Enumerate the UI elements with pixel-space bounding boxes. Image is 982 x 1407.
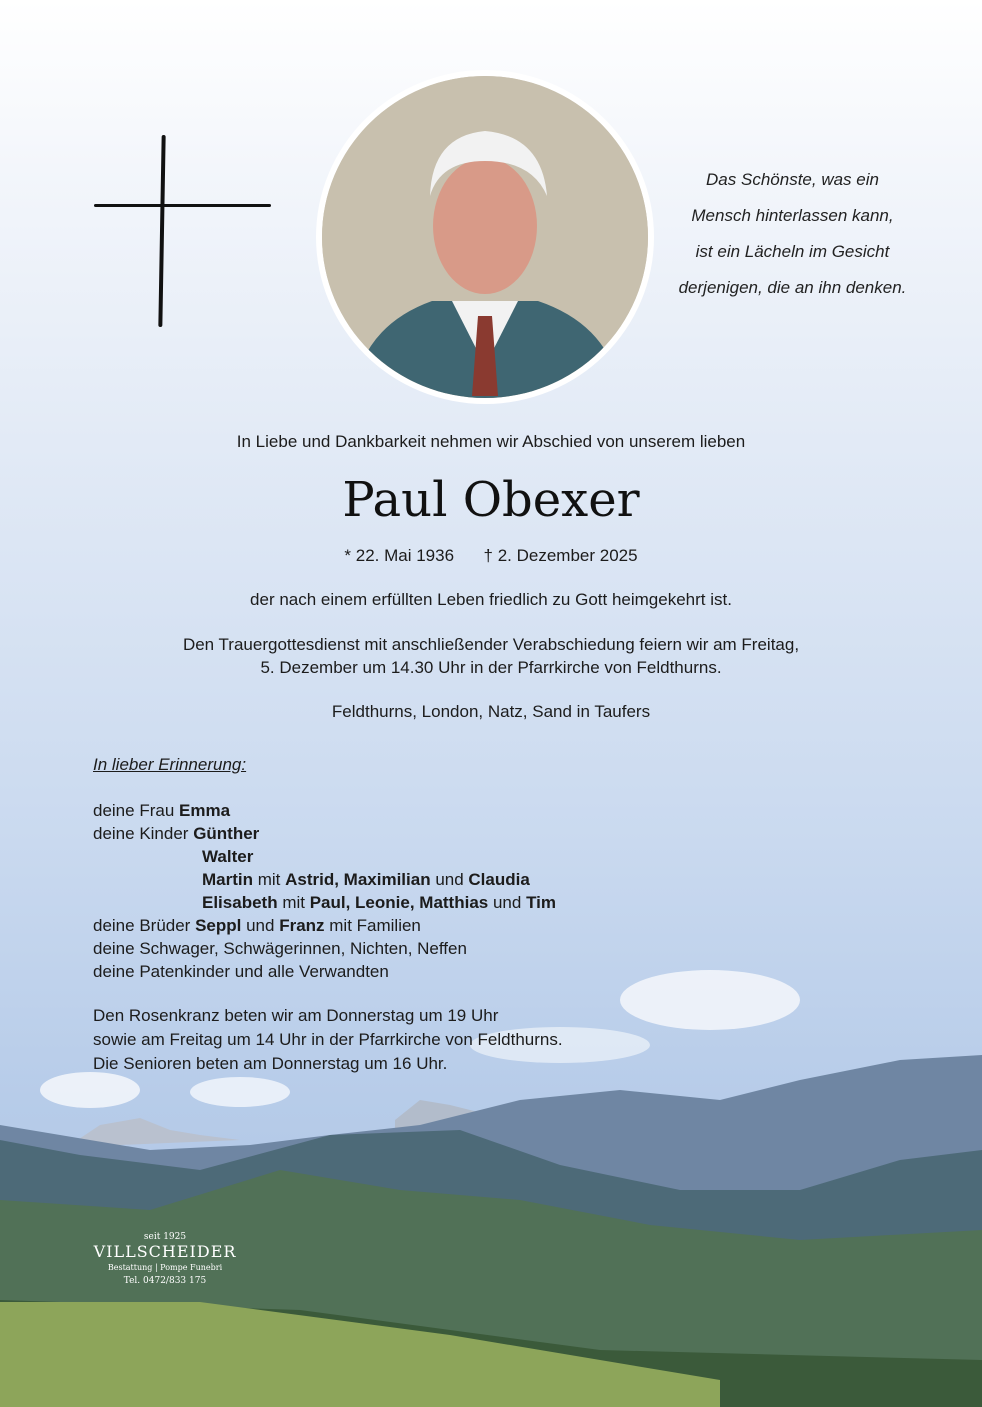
quote-line: Mensch hinterlassen kann,	[691, 206, 894, 225]
family-line	[93, 799, 556, 822]
family-member-name: Walter	[202, 847, 254, 866]
family-member-name: Paul, Leonie, Matthias	[309, 893, 489, 912]
logo-since: seit 1925	[143, 1232, 187, 1242]
family-member-name: Günther	[193, 824, 260, 843]
intro-text: In Liebe und Dankbarkeit nehmen wir Abschied von unserem lieben	[236, 432, 746, 451]
rosary-line: Den Rosenkranz beten wir am Donnerstag um 19 Uhr	[93, 1006, 499, 1025]
places: Feldthurns, London, Natz, Sand in Taufers	[331, 702, 651, 721]
family-member-name: Claudia	[468, 870, 530, 889]
portrait-photo	[316, 70, 654, 404]
quote-line: Das Schönste, was ein	[706, 170, 879, 189]
family-list	[93, 799, 556, 983]
memorial-quote	[660, 162, 925, 306]
family-text: und	[430, 870, 469, 889]
family-text: mit	[277, 893, 310, 912]
family-text: deine Frau	[93, 801, 179, 820]
family-member-name: Emma	[179, 801, 231, 820]
quote-line: derjenigen, die an ihn denken.	[678, 278, 907, 297]
memory-title: In lieber Erinnerung:	[93, 755, 247, 774]
family-text: mit	[253, 870, 286, 889]
rosary-line: sowie am Freitag um 14 Uhr in der Pfarrkirche von Feldthurns.	[93, 1030, 563, 1049]
cross-icon-bar	[94, 204, 271, 207]
passing-text: der nach einem erfüllten Leben friedlich zu Gott heimgekehrt ist.	[250, 590, 732, 609]
logo-name: VILLSCHEIDER	[93, 1242, 237, 1261]
cross-icon	[158, 135, 165, 327]
logo-subtitle: Bestattung | Pompe Funebri	[107, 1263, 223, 1272]
service-line: 5. Dezember um 14.30 Uhr in der Pfarrkirche von Feldthurns.	[260, 658, 722, 677]
quote-line: ist ein Lächeln im Gesicht	[695, 242, 890, 261]
family-line	[93, 937, 556, 960]
family-line	[93, 960, 556, 983]
family-text: deine Patenkinder und alle Verwandten	[93, 962, 389, 981]
life-dates	[0, 546, 982, 566]
family-member-name: Tim	[526, 893, 556, 912]
rosary-line: Die Senioren beten am Donnerstag um 16 Uhr.	[93, 1054, 448, 1073]
funeral-home-logo	[90, 1232, 240, 1286]
family-member-name: Seppl	[195, 916, 242, 935]
family-line	[93, 845, 556, 868]
family-text: deine Brüder	[93, 916, 196, 935]
family-line	[93, 822, 556, 845]
family-member-name: Franz	[279, 916, 325, 935]
family-text: deine Kinder	[93, 824, 194, 843]
death-date: † 2. Dezember 2025	[483, 546, 638, 565]
family-member-name: Astrid, Maximilian	[285, 870, 431, 889]
family-text: und	[488, 893, 527, 912]
family-text: deine Schwager, Schwägerinnen, Nichten, Neffen	[93, 939, 467, 958]
rosary-info	[93, 1004, 563, 1076]
service-info	[0, 633, 982, 679]
family-line	[93, 914, 556, 937]
family-member-name: Elisabeth	[202, 893, 278, 912]
family-text: mit Familien	[324, 916, 421, 935]
service-line: Den Trauergottesdienst mit anschließender Verabschiedung feiern wir am Freitag,	[182, 635, 800, 654]
logo-phone: Tel. 0472/833 175	[123, 1276, 207, 1286]
birth-date: * 22. Mai 1936	[344, 546, 455, 565]
family-line	[93, 868, 556, 891]
family-member-name: Martin	[202, 870, 253, 889]
family-text: und	[241, 916, 280, 935]
family-line	[93, 891, 556, 914]
deceased-name: Paul Obexer	[342, 472, 640, 528]
